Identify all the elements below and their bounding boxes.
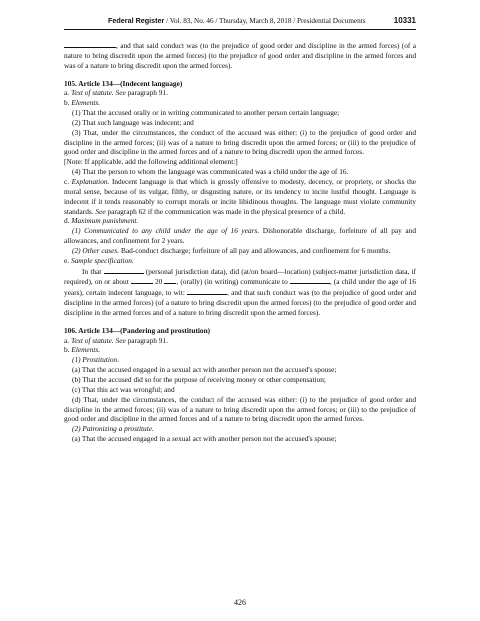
- header-rule: [64, 29, 416, 30]
- section-heading-106: 106. Article 134—(Pandering and prostitution): [64, 325, 211, 335]
- s106-patronizing-label: (2) Patronizing a prostitute.: [72, 424, 154, 434]
- fill-in-blank: [187, 287, 227, 295]
- header-meta: / Vol. 83, No. 46 / Thursday, March 8, 2018 / Presidential Documents: [164, 17, 366, 25]
- s106-prostitution-a: (a) That the accused engaged in a sexual act with another person not the accused's spouse;: [72, 365, 337, 375]
- header-publication: Federal Register: [108, 16, 165, 25]
- fill-in-blank: [164, 276, 176, 284]
- s105-element-1: (1) That the accused orally or in writing communicated to another person certain language;: [72, 108, 340, 118]
- s105-sample-spec: In that (personal jurisdiction data), did (at/on board—location) (subject-matter jurisdiction data, if required), on or about 20 , (orally) (in writing) communicate to , (a child under the age of 16 years), certain indecent language, to wit: , and that such conduct was (to the prejudice of good order and discipline in the armed forces) (of a nature to bring discredit upon the armed forces) (to the prejudice of good order and discipline in the armed forces and of a nature to bring discredit upon the armed forces).: [64, 266, 417, 317]
- s106-elements-label: b. Elements.: [64, 345, 101, 355]
- s105-text-of-statute: a. Text of statute. See paragraph 91.: [64, 88, 168, 98]
- s105-explanation: c. Explanation. Indecent language is that which is grossly offensive to modesty, decency, or propriety, or shocks the moral sense, because of its vulgar, filthy, or disgusting nature, or its tendency to incite lustful thought. Language is indecent if it tends reasonably to corrupt morals or incite libidinous thoughts. The language must violate community standards. See paragraph 62 if the communication was made in the physical presence of a child.: [64, 176, 417, 216]
- running-header: [64, 14, 416, 28]
- s106-prostitution-b: (b) That the accused did so for the purpose of receiving money or other compensation;: [72, 375, 326, 384]
- s106-prostitution-d: (d) That, under the circumstances, the conduct of the accused was either: (i) to the prejudice of good order and discipline in the armed forces; (ii) was of a nature to bring discredit upon the armed forces; or (iii) to the prejudice of good order and discipline in the armed forces and of a nature to bring discredit upon the armed forces.: [64, 394, 416, 424]
- fill-in-blank: [131, 276, 153, 284]
- s105-note: [Note: If applicable, add the following additional element:]: [64, 157, 238, 167]
- s106-text-of-statute: a. Text of statute. See paragraph 91.: [64, 335, 168, 345]
- section-heading-105: 105. Article 134—(Indecent language): [64, 78, 183, 88]
- s105-sample-spec-label: e. Sample specification.: [64, 255, 134, 265]
- s106-prostitution-c: (c) That this act was wrongful; and: [72, 384, 175, 394]
- continued-paragraph: , and that said conduct was (to the prejudice of good order and discipline in the armed forces) (of a nature to bring discredit upon the armed forces) (to the prejudice of good order and discipline in the armed forces and was of a nature to bring discredit upon the armed forces).: [64, 41, 416, 70]
- s105-elements-label: b. Elements.: [64, 98, 101, 108]
- fill-in-blank: [64, 40, 116, 48]
- s105-punishment-1: (1) Communicated to any child under the age of 16 years. Dishonorable discharge, forfeiture of all pay and allowances, and confinement for 2 years.: [64, 226, 416, 246]
- s105-element-3: (3) That, under the circumstances, the conduct of the accused was either: (i) to the prejudice of good order and discipline in the armed forces; (ii) was of a nature to bring discredit upon the armed forces; or (iii) to the prejudice of good order and discipline in the armed forces and of a nature to bring discredit upon the armed forces.: [64, 127, 416, 157]
- s106-patronizing-a: (a) That the accused engaged in a sexual act with another person not the accused's spouse;: [72, 434, 337, 444]
- s105-max-punishment-label: d. Maximum punishment.: [64, 216, 139, 226]
- s105-element-4: (4) That the person to whom the language was communicated was a child under the age of 16.: [72, 167, 349, 177]
- s105-element-2: (2) That such language was indecent; and: [72, 117, 194, 127]
- document-body: [64, 40, 416, 444]
- fill-in-blank: [104, 266, 144, 274]
- s106-prostitution-label: (1) Prostitution.: [72, 355, 120, 365]
- page-footer-number: 426: [234, 598, 246, 607]
- header-citation: [108, 14, 366, 28]
- fill-in-blank: [290, 276, 330, 284]
- s105-punishment-2: (2) Other cases. Bad-conduct discharge; forfeiture of all pay and allowances, and confinement for 6 months.: [72, 245, 391, 255]
- header-page-number: 10331: [393, 16, 416, 25]
